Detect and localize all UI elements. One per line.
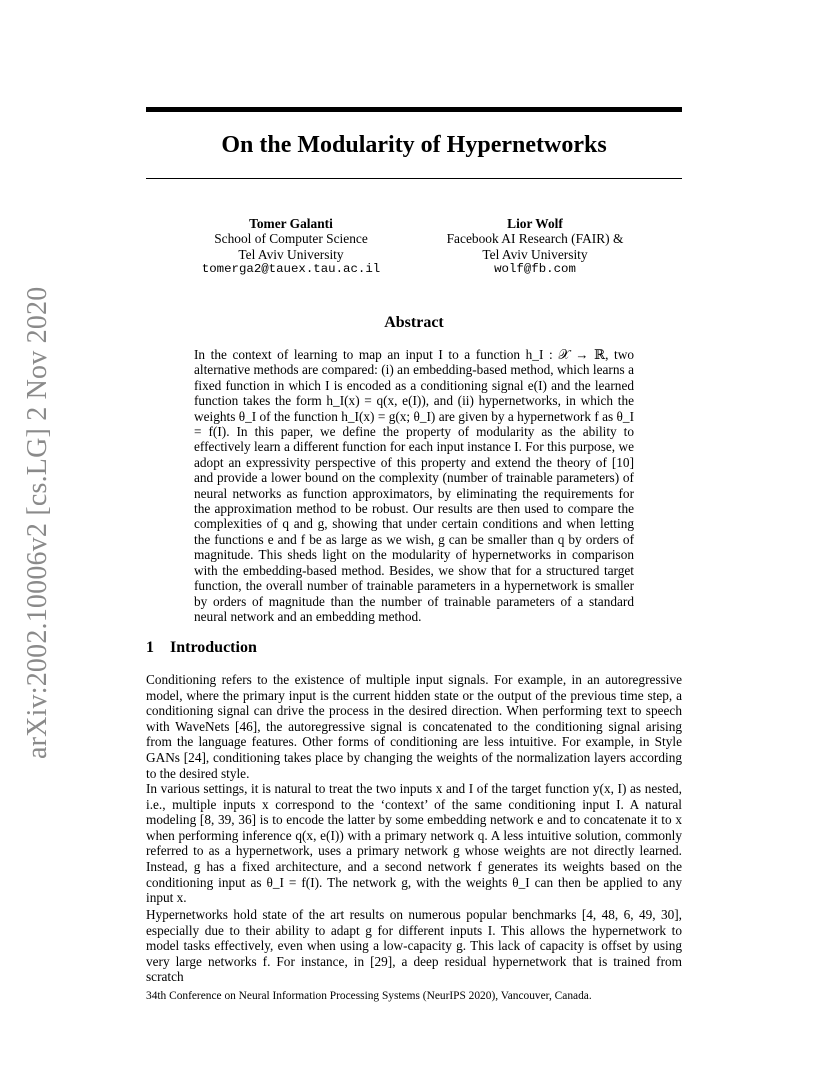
- author-institution: Tel Aviv University: [482, 246, 588, 262]
- title-top-rule: [146, 107, 682, 112]
- author-name: Lior Wolf: [507, 216, 563, 231]
- author-institution: Tel Aviv University: [238, 246, 344, 262]
- intro-paragraph-1: Conditioning refers to the existence of multiple input signals. For example, in an autoregressive model, where the primary input is the current hidden state or the output of the previous time step, a conditioning signal can drive the process in the desired direction. When performing text to speech with WaveNets [46], the autoregressive signal is concatenated to the conditioning signal arising from the language features. Other forms of conditioning are less intuitive. For example, in Style GANs [24], conditioning takes place by changing the weights of the normalization layers according to the desired style.: [146, 672, 682, 781]
- abstract-heading: Abstract: [384, 314, 444, 331]
- intro-paragraph-2: In various settings, it is natural to treat the two inputs x and I of the target function y(x, I) as nested, i.e., multiple inputs x correspond to the ‘context’ of the same conditioning input I. A natural modeling [8, 39, 36] is to encode the latter by some embedding network e and to concatenate it to x when performing inference q(x, e(I)) with a primary network q. A less intuitive solution, commonly referred to as a hypernetwork, uses a primary network g whose weights are not directly learned. Instead, g has a fixed architecture, and a second network f generates its weights based on the conditioning input as θ_I = f(I). The network g, with the weights θ_I can then be applied to any input x.: [146, 781, 682, 906]
- author-email: tomerga2@tauex.tau.ac.il: [201, 262, 381, 277]
- author-affiliation: Facebook AI Research (FAIR) &: [446, 231, 624, 247]
- arxiv-side-stamp: arXiv:2002.10006v2 [cs.LG] 2 Nov 2020: [22, 286, 53, 760]
- conference-footer: 34th Conference on Neural Information Processing Systems (NeurIPS 2020), Vancouver, Canada.: [146, 990, 592, 1002]
- author-block-2: [430, 216, 640, 278]
- author-name: Tomer Galanti: [249, 216, 333, 231]
- abstract-text: In the context of learning to map an input I to a function h_I : 𝒳 → ℝ, two alternative methods are compared: (i) an embedding-based method, which learns a fixed function in which I is encoded as a conditioning signal e(I) and the learned function takes the form h_I(x) = q(x, e(I)), and (ii) hypernetworks, in which the weights θ_I of the function h_I(x) = g(x; θ_I) are given by a hypernetwork f as θ_I = f(I). In this paper, we define the property of modularity as the ability to effectively learn a different function for each input instance I. For this purpose, we adopt an expressivity perspective of this property and extend the theory of [10] and provide a lower bound on the complexity (number of trainable parameters) of neural networks as function approximators, by eliminating the requirements for the approximation method to be robust. Our results are then used to compare the complexities of q and g, showing that under certain conditions and when letting the functions e and f be as large as we wish, g can be smaller than q by orders of magnitude. This sheds light on the modularity of hypernetworks in comparison with the embedding-based method. Besides, we show that for a structured target function, the overall number of trainable parameters in a hypernetwork is smaller by orders of magnitude than the number of trainable parameters of a standard neural network and an embedding method.: [194, 347, 634, 624]
- title-bottom-rule: [146, 178, 682, 179]
- intro-paragraph-3: Hypernetworks hold state of the art results on numerous popular benchmarks [4, 48, 6, 49, 30], especially due to their ability to adapt g for different inputs I. This allows the hypernetwork to model tasks effectively, even when using a low-capacity g. This lack of capacity is offset by using very large networks f. For instance, in [29], a deep residual hypernetwork that is trained from scratch: [146, 907, 682, 985]
- paper-title: On the Modularity of Hypernetworks: [221, 132, 607, 158]
- author-affiliation: School of Computer Science: [214, 231, 368, 247]
- author-email: wolf@fb.com: [494, 262, 576, 277]
- section-number: 1: [146, 639, 154, 656]
- section-title: Introduction: [170, 639, 257, 656]
- author-block-1: [186, 216, 396, 278]
- section-heading: [146, 638, 257, 658]
